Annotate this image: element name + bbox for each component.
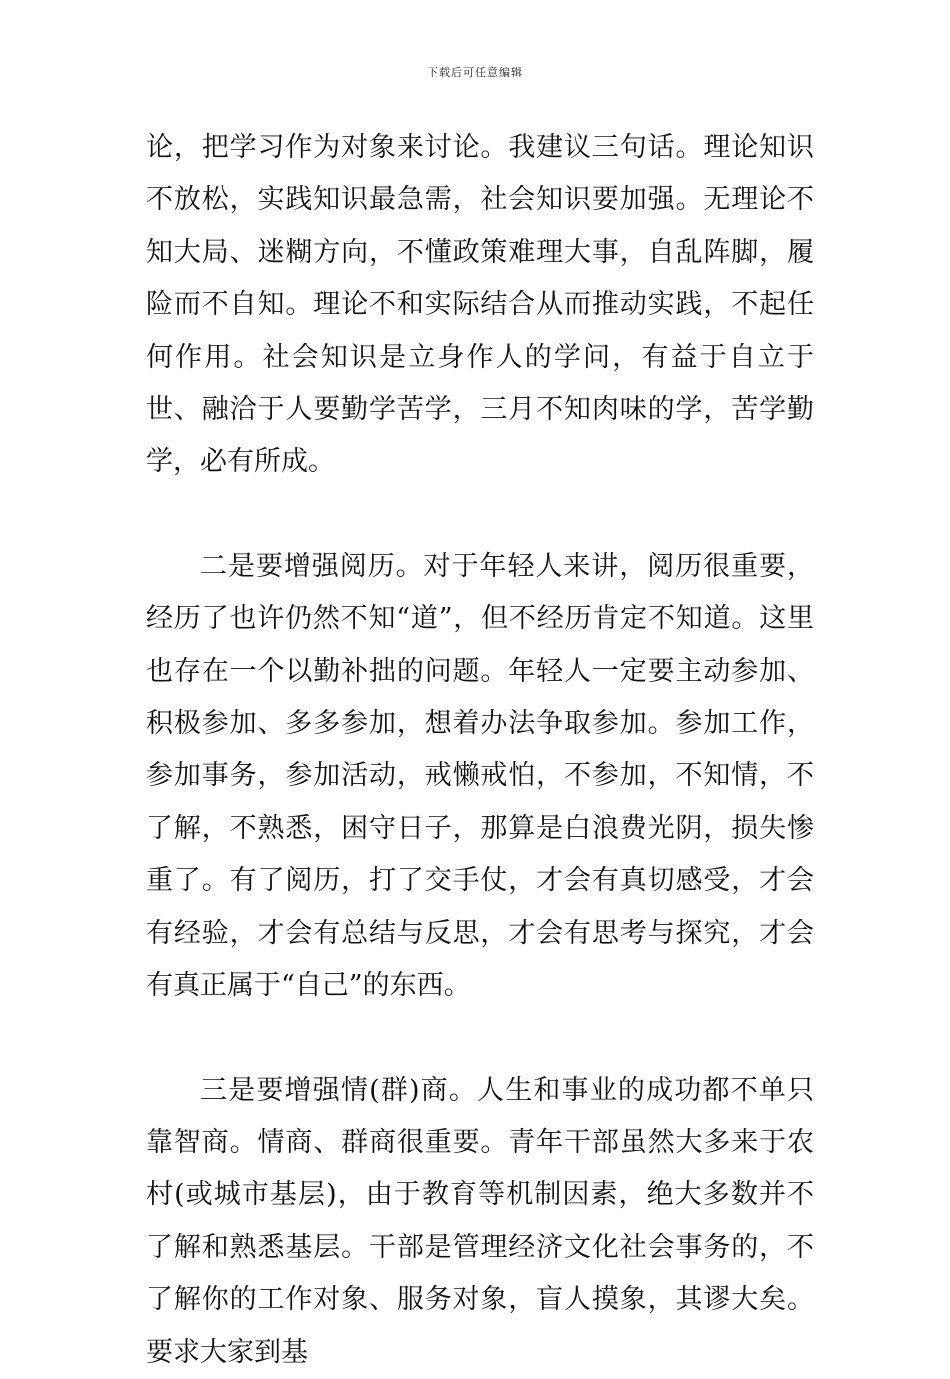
paragraph-learning-continued: 论，把学习作为对象来讨论。我建议三句话。理论知识不放松，实践知识最急需，社会知识要加强。无理论不知大局、迷糊方向，不懂政策难理大事，自乱阵脚，履险而不自知。理论不和实际结合从而推动实践，不起任何作用。社会知识是立身作人的学问，有益于自立于世、融洽于人要勤学苦学，三月不知肉味的学，苦学勤学，必有所成。 (146, 132, 814, 478)
paragraph-emotional-intelligence: 三是要增强情(群)商。人生和事业的成功都不单只靠智商。情商、群商很重要。青年干部虽然大多来于农村(或城市基层)，由于教育等机制因素，绝大多数并不了解和熟悉基层。干部是管理经济文化社会事务的，不了解你的工作对象、服务对象，盲人摸象，其谬大矣。要求大家到基 (146, 1074, 814, 1368)
page-header-note: 下载后可任意编辑 (427, 66, 523, 79)
paragraph-experience: 二是要增强阅历。对于年轻人来讲，阅历很重要，经历了也许仍然不知“道”，但不经历肯定不知道。这里也存在一个以勤补拙的问题。年轻人一定要主动参加、积极参加、多多参加，想着办法争取参加。参加工作，参加事务，参加活动，戒懒戒怕，不参加，不知情，不了解，不熟悉，困守日子，那算是白浪费光阴，损失惨重了。有了阅历，打了交手仗，才会有真切感受，才会有经验，才会有总结与反思，才会有思考与探究，才会有真正属于“自己”的东西。 (146, 550, 814, 1002)
document-body (146, 122, 814, 1379)
